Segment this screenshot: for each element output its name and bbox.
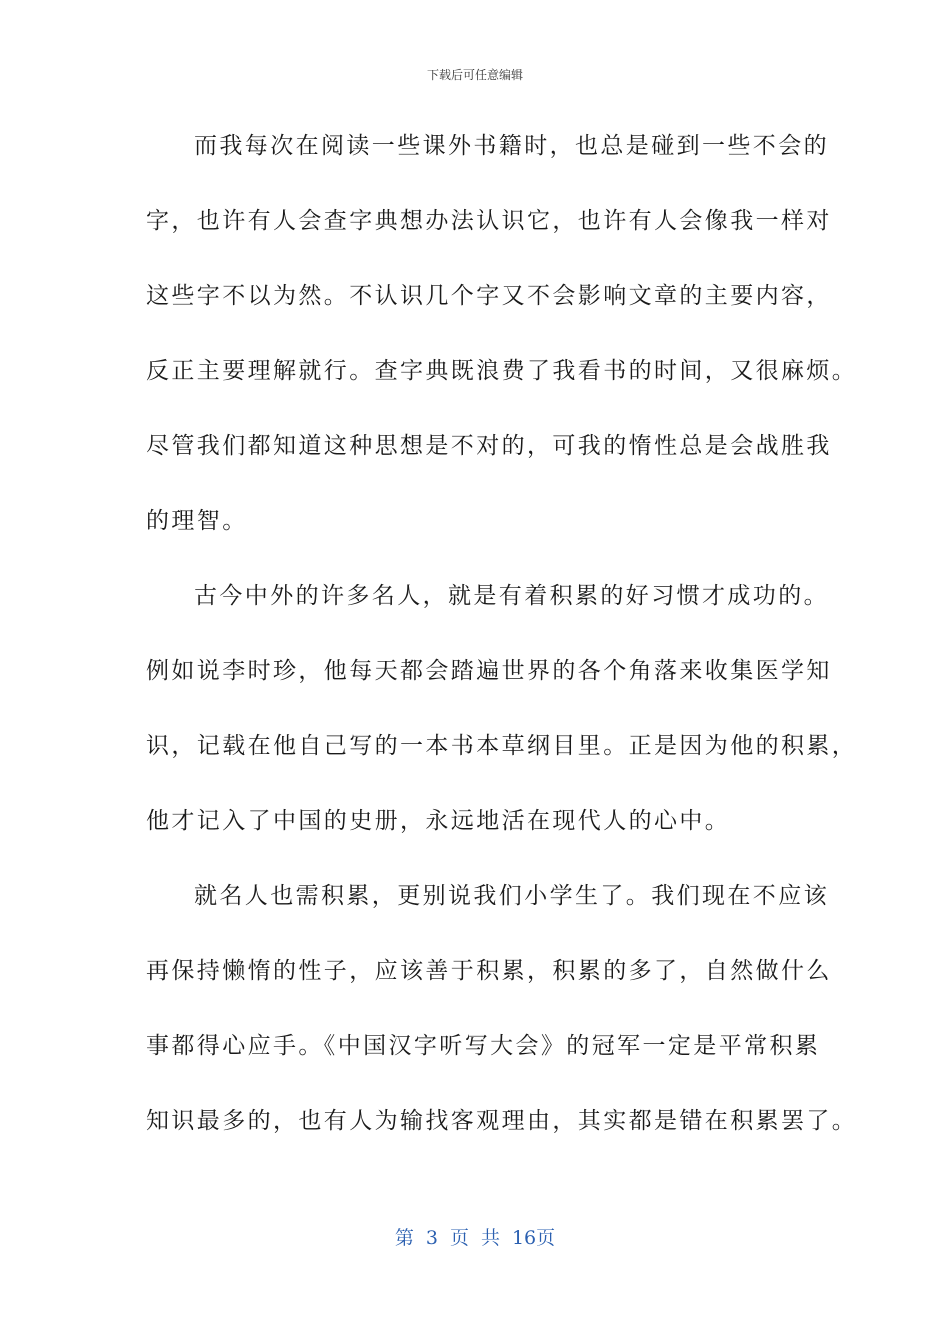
footer-current-page: 3 bbox=[425, 1227, 438, 1249]
paragraph-line: 字，也许有人会查字典想办法认识它，也许有人会像我一样对 bbox=[146, 208, 832, 234]
paragraph-line: 例如说李时珍，他每天都会踏遍世界的各个角落来收集医学知 bbox=[146, 658, 832, 684]
page-footer bbox=[0, 1224, 950, 1252]
paragraph-3 bbox=[146, 874, 858, 1174]
paragraph-line: 古今中外的许多名人，就是有着积累的好习惯才成功的。 bbox=[194, 583, 829, 609]
paragraph-line: 反正主要理解就行。查字典既浪费了我看书的时间，又很麻烦。 bbox=[146, 358, 858, 384]
paragraph-line: 知识最多的，也有人为输找客观理由，其实都是错在积累罢了。 bbox=[146, 1108, 858, 1134]
paragraph-line: 事都得心应手。《中国汉字听写大会》的冠军一定是平常积累 bbox=[146, 1033, 821, 1059]
paragraph-line: 的理智。 bbox=[146, 508, 248, 534]
paragraph-1 bbox=[146, 124, 858, 574]
page-header: 下载后可任意编辑 bbox=[426, 68, 523, 82]
paragraph-2 bbox=[146, 574, 858, 874]
paragraph-line: 识，记载在他自己写的一本书本草纲目里。正是因为他的积累， bbox=[146, 733, 858, 759]
paragraph-line: 这些字不以为然。不认识几个字又不会影响文章的主要内容， bbox=[146, 283, 832, 309]
footer-page-label: 页 bbox=[449, 1227, 469, 1249]
paragraph-line: 再保持懒惰的性子，应该善于积累，积累的多了，自然做什么 bbox=[146, 958, 832, 984]
paragraph-line: 他才记入了中国的史册，永远地活在现代人的心中。 bbox=[146, 808, 731, 834]
footer-total-prefix: 共 bbox=[480, 1227, 500, 1249]
paragraph-line: 就名人也需积累，更别说我们小学生了。我们现在不应该 bbox=[194, 883, 829, 909]
paragraph-line: 而我每次在阅读一些课外书籍时，也总是碰到一些不会的 bbox=[194, 133, 829, 159]
footer-total-pages: 16页 bbox=[511, 1227, 556, 1249]
footer-prefix: 第 bbox=[394, 1227, 414, 1249]
paragraph-line: 尽管我们都知道这种思想是不对的，可我的惰性总是会战胜我 bbox=[146, 433, 832, 459]
document-body bbox=[146, 124, 858, 1174]
